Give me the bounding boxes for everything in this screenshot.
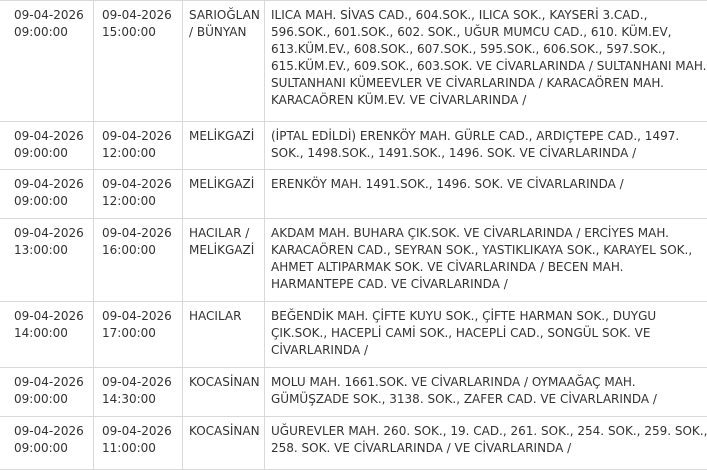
end-cell bbox=[94, 170, 183, 219]
table-row bbox=[0, 1, 707, 122]
start-date: 09-04-2026 bbox=[14, 176, 85, 193]
table-row bbox=[0, 368, 707, 417]
start-time: 09:00:00 bbox=[14, 391, 85, 408]
end-date: 09-04-2026 bbox=[102, 7, 174, 24]
district-cell: SARIOĞLAN / BÜNYAN bbox=[183, 1, 265, 122]
table-row bbox=[0, 417, 707, 470]
end-time: 14:30:00 bbox=[102, 391, 174, 408]
start-time: 13:00:00 bbox=[14, 242, 85, 259]
end-cell bbox=[94, 302, 183, 368]
end-time: 16:00:00 bbox=[102, 242, 174, 259]
start-date: 09-04-2026 bbox=[14, 7, 85, 24]
end-cell bbox=[94, 1, 183, 122]
outage-table-body bbox=[0, 1, 707, 470]
end-date: 09-04-2026 bbox=[102, 225, 174, 242]
start-time: 09:00:00 bbox=[14, 440, 85, 457]
district-cell: KOCASİNAN bbox=[183, 417, 265, 470]
end-cell bbox=[94, 122, 183, 170]
address-cell: (İPTAL EDİLDİ) ERENKÖY MAH. GÜRLE CAD., ARDIÇTEPE CAD., 1497. SOK., 1498.SOK., 1491.SOK., 1496. SOK. VE CİVARLARINDA / bbox=[265, 122, 707, 170]
end-date: 09-04-2026 bbox=[102, 128, 174, 145]
district-cell: HACILAR / MELİKGAZİ bbox=[183, 219, 265, 302]
district-cell: MELİKGAZİ bbox=[183, 122, 265, 170]
address-cell: UĞUREVLER MAH. 260. SOK., 19. CAD., 261. SOK., 254. SOK., 259. SOK., 258. SOK. VE CİVARLARINDA / VE CİVARLARINDA / bbox=[265, 417, 707, 470]
table-row bbox=[0, 302, 707, 368]
end-date: 09-04-2026 bbox=[102, 423, 174, 440]
end-date: 09-04-2026 bbox=[102, 176, 174, 193]
address-cell: MOLU MAH. 1661.SOK. VE CİVARLARINDA / OYMAAĞAÇ MAH. GÜMÜŞZADE SOK., 3138. SOK., ZAFER CAD. VE CİVARLARINDA / bbox=[265, 368, 707, 417]
start-time: 09:00:00 bbox=[14, 193, 85, 210]
start-date: 09-04-2026 bbox=[14, 374, 85, 391]
end-cell bbox=[94, 417, 183, 470]
end-time: 12:00:00 bbox=[102, 145, 174, 162]
table-row bbox=[0, 170, 707, 219]
address-cell: ERENKÖY MAH. 1491.SOK., 1496. SOK. VE CİVARLARINDA / bbox=[265, 170, 707, 219]
end-time: 17:00:00 bbox=[102, 325, 174, 342]
table-row bbox=[0, 122, 707, 170]
start-time: 14:00:00 bbox=[14, 325, 85, 342]
end-cell bbox=[94, 368, 183, 417]
start-date: 09-04-2026 bbox=[14, 128, 85, 145]
start-date: 09-04-2026 bbox=[14, 225, 85, 242]
address-cell: ILICA MAH. SİVAS CAD., 604.SOK., ILICA SOK., KAYSERİ 3.CAD., 596.SOK., 601.SOK., 602. SOK., UĞUR MUMCU CAD., 610. KÜM.EV, 613.KÜM.EV., 608.SOK., 607.SOK., 595.SOK., 606.SOK., 597.SOK., 615.KÜM.EV., 609.SOK., 603.SOK. VE CİVARLARINDA / SULTANHANI MAH. SULTANHANI KÜMEEVLER VE CİVARLARINDA / KARACAÖREN MAH. KARACAÖREN KÜM.EV. VE CİVARLARINDA / bbox=[265, 1, 707, 122]
start-time: 09:00:00 bbox=[14, 24, 85, 41]
start-cell bbox=[0, 1, 94, 122]
district-cell: MELİKGAZİ bbox=[183, 170, 265, 219]
start-cell bbox=[0, 368, 94, 417]
end-date: 09-04-2026 bbox=[102, 374, 174, 391]
start-cell bbox=[0, 417, 94, 470]
end-time: 11:00:00 bbox=[102, 440, 174, 457]
district-cell: HACILAR bbox=[183, 302, 265, 368]
address-cell: AKDAM MAH. BUHARA ÇIK.SOK. VE CİVARLARINDA / ERCİYES MAH. KARACAÖREN CAD., SEYRAN SOK., YASTIKLIKAYA SOK., KARAYEL SOK., AHMET ALTIPARMAK SOK. VE CİVARLARINDA / BECEN MAH. HARMANTEPE CAD. VE CİVARLARINDA / bbox=[265, 219, 707, 302]
table-row bbox=[0, 219, 707, 302]
end-date: 09-04-2026 bbox=[102, 308, 174, 325]
start-cell bbox=[0, 122, 94, 170]
start-date: 09-04-2026 bbox=[14, 308, 85, 325]
start-cell bbox=[0, 219, 94, 302]
start-time: 09:00:00 bbox=[14, 145, 85, 162]
end-time: 12:00:00 bbox=[102, 193, 174, 210]
end-time: 15:00:00 bbox=[102, 24, 174, 41]
start-date: 09-04-2026 bbox=[14, 423, 85, 440]
start-cell bbox=[0, 302, 94, 368]
end-cell bbox=[94, 219, 183, 302]
start-cell bbox=[0, 170, 94, 219]
district-cell: KOCASİNAN bbox=[183, 368, 265, 417]
address-cell: BEĞENDİK MAH. ÇİFTE KUYU SOK., ÇİFTE HARMAN SOK., DUYGU ÇIK.SOK., HACEPLİ CAMİ SOK., HACEPLİ CAD., SONGÜL SOK. VE CİVARLARINDA / bbox=[265, 302, 707, 368]
